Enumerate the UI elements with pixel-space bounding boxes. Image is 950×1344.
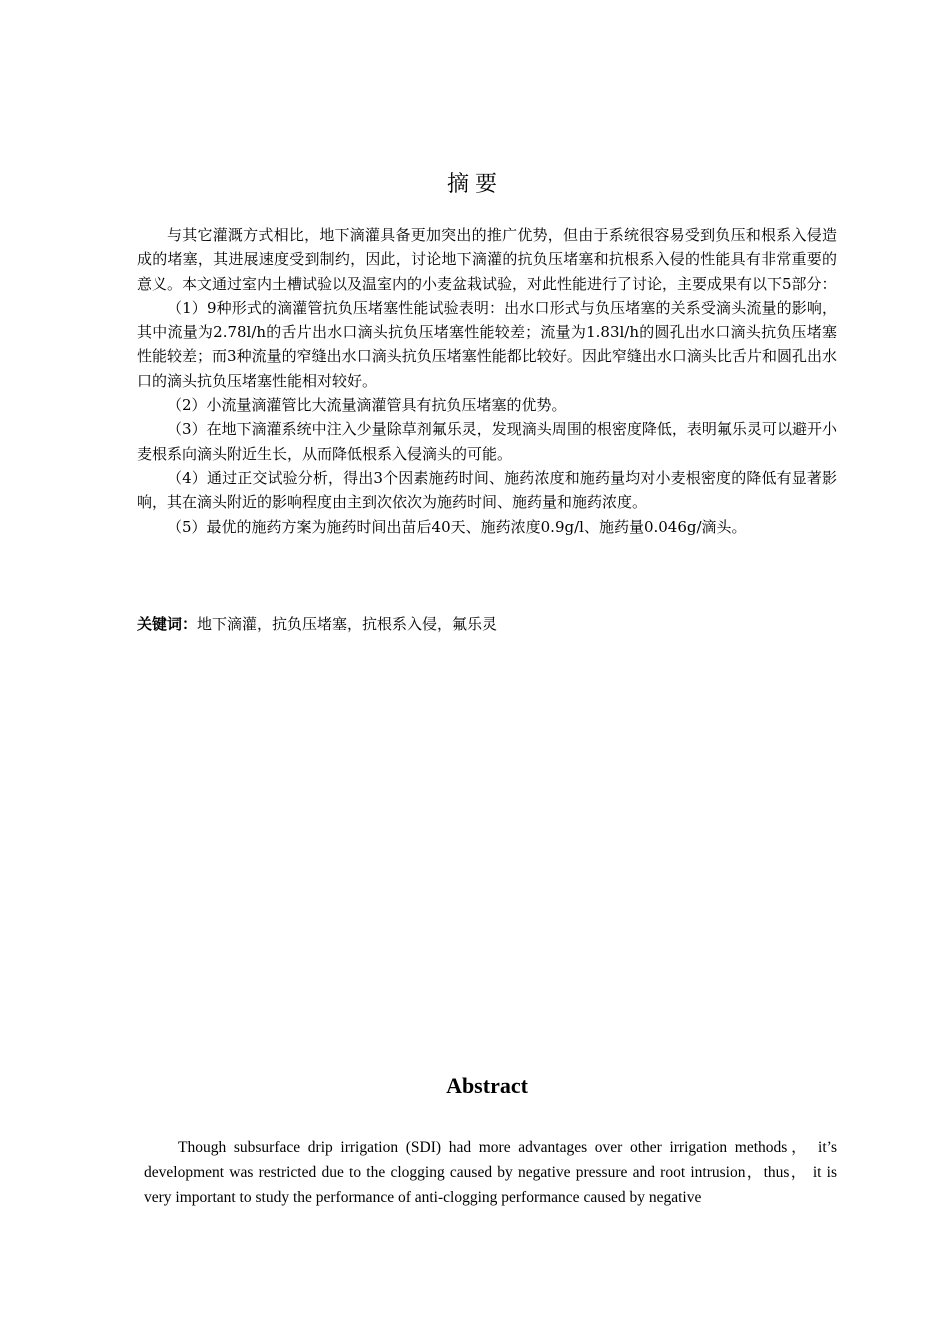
english-abstract-title: Abstract	[446, 1073, 528, 1098]
keywords-line	[137, 612, 837, 636]
finding-5-paragraph: （5）最优的施药方案为施药时间出苗后40天、施药浓度0.9g/l、施药量0.046g/滴头。	[167, 517, 747, 536]
keywords-label: 关键词：	[137, 615, 198, 633]
english-abstract-body: Though subsurface drip irrigation (SDI) had more advantages over other irrigation methods， it’s development was restricted due to the clogging caused by negative pressure and root intrusion，thus， it is very important to study the performance of anti-clogging performance caused by negative	[144, 1139, 837, 1206]
finding-4-paragraph: （4）通过正交试验分析，得出3个因素施药时间、施药浓度和施药量均对小麦根密度的降低有显著影响，其在滴头附近的影响程度由主到次依次为施药时间、施药量和施药浓度。	[137, 468, 837, 512]
finding-2-paragraph: （2）小流量滴灌管比大流量滴灌管具有抗负压堵塞的优势。	[167, 396, 567, 415]
finding-1-paragraph: （1）9种形式的滴灌管抗负压堵塞性能试验表明：出水口形式与负压堵塞的关系受滴头流量的影响，其中流量为2.78l/h的舌片出水口滴头抗负压堵塞性能较差；流量为1.83l/h的圆孔出水口滴头抗负压堵塞性能较差；而3种流量的窄缝出水口滴头抗负压堵塞性能都比较好。因此窄缝出水口滴头比舌片和圆孔出水口的滴头抗负压堵塞性能相对较好。	[137, 298, 837, 390]
keywords-text: 地下滴灌，抗负压堵塞，抗根系入侵，氟乐灵	[197, 615, 498, 633]
chinese-abstract-title: 摘要	[446, 172, 503, 197]
finding-3-paragraph: （3）在地下滴灌系统中注入少量除草剂氟乐灵，发现滴头周围的根密度降低，表明氟乐灵可以避开小麦根系向滴头附近生长，从而降低根系入侵滴头的可能。	[137, 420, 837, 463]
abstract-intro-paragraph: 与其它灌溉方式相比，地下滴灌具备更加突出的推广优势，但由于系统很容易受到负压和根系入侵造成的堵塞，其进展速度受到制约，因此，讨论地下滴灌的抗负压堵塞和抗根系入侵的性能具有非常重要的意义。本文通过室内土槽试验以及温室内的小麦盆栽试验，对此性能进行了讨论，主要成果有以下5部分：	[137, 226, 837, 293]
chinese-abstract-body	[137, 223, 837, 539]
